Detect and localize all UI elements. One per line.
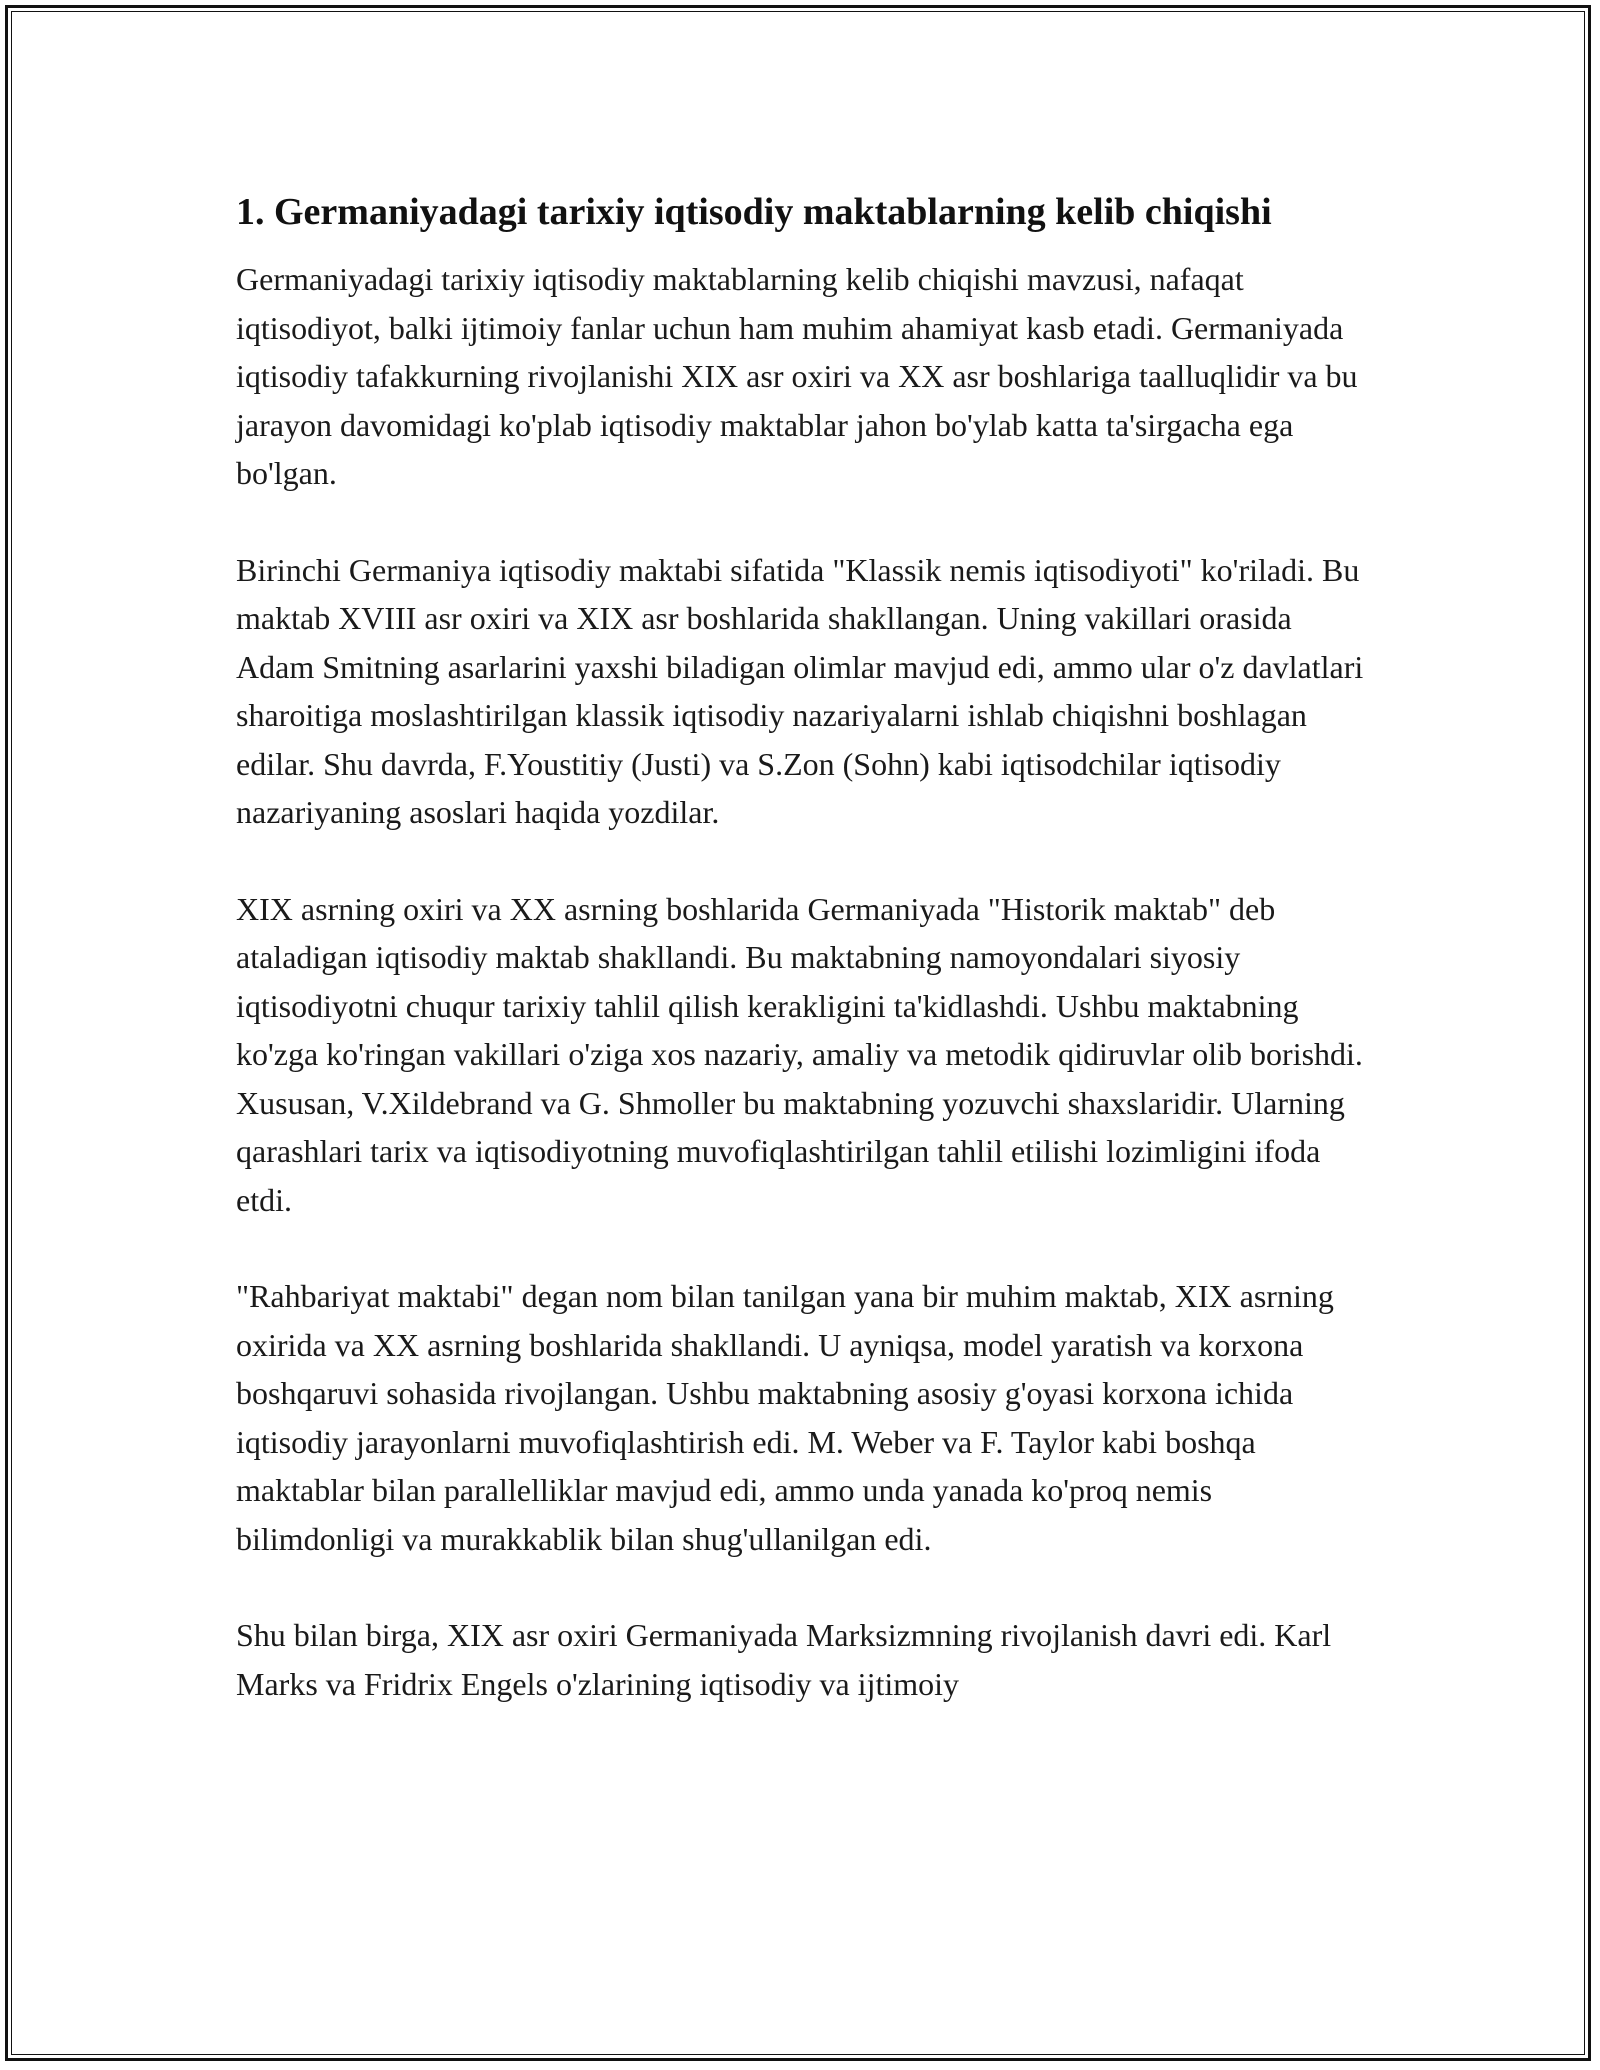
section-title: 1. Germaniyadagi tarixiy iqtisodiy maktablarning kelib chiqishi [236, 191, 1272, 233]
paragraph-3: XIX asrning oxiri va XX asrning boshlarida Germaniyada "Historik maktab" deb ataladigan iqtisodiy maktab shakllandi. Bu maktabning namoyondalari siyosiy iqtisodiyotni chuqur tarixiy tahlil qilish kerakligini ta'kidlashdi. Ushbu maktabning ko'zga ko'ringan vakillari o'ziga xos nazariy, amaliy va metodik qidiruvlar olib borishdi. Xususan, V.Xildebrand va G. Shmoller bu maktabning yozuvchi shaxslaridir. Ularning qarashlari tarix va iqtisodiyotning muvofiqlashtirilgan tahlil etilishi lozimligini ifoda etdi. [236, 890, 1363, 1218]
paragraph-5: Shu bilan birga, XIX asr oxiri Germaniyada Marksizmning rivojlanish davri edi. Karl Marks va Fridrix Engels o'zlarining iqtisodiy va ijtimoiy [236, 1617, 1332, 1702]
paragraph-2: Birinchi Germaniya iqtisodiy maktabi sifatida "Klassik nemis iqtisodiyoti" ko'riladi. Bu maktab XVIII asr oxiri va XIX asr boshlarida shakllangan. Uning vakillari orasida Adam Smitning asarlarini yaxshi biladigan olimlar mavjud edi, ammo ular o'z davlatlari sharoitiga moslashtirilgan klassik iqtisodiy nazariyalarni ishlab chiqishni boshlagan edilar. Shu davrda, F.Youstitiy (Justi) va S.Zon (Sohn) kabi iqtisodchilar iqtisodiy nazariyaning asoslari haqida yozdilar. [236, 551, 1364, 830]
paragraph-1: Germaniyadagi tarixiy iqtisodiy maktablarning kelib chiqishi mavzusi, nafaqat iqtisodiyot, balki ijtimoiy fanlar uchun ham muhim ahamiyat kasb etadi. Germaniyada iqtisodiy tafakkurning rivojlanishi XIX asr oxiri va XX asr boshlariga taalluqlidir va bu jarayon davomidagi ko'plab iqtisodiy maktablar jahon bo'ylab katta ta'sirgacha ega bo'lgan. [236, 261, 1358, 491]
document-body [236, 185, 1366, 1756]
paragraph-4: "Rahbariyat maktabi" degan nom bilan tanilgan yana bir muhim maktab, XIX asrning oxirida va XX asrning boshlarida shakllandi. U ayniqsa, model yaratish va korxona boshqaruvi sohasida rivojlangan. Ushbu maktabning asosiy g'oyasi korxona ichida iqtisodiy jarayonlarni muvofiqlashtirish edi. M. Weber va F. Taylor kabi boshqa maktablar bilan parallelliklar mavjud edi, ammo unda yanada ko'proq nemis bilimdonligi va murakkablik bilan shug'ullanilgan edi. [236, 1278, 1334, 1557]
